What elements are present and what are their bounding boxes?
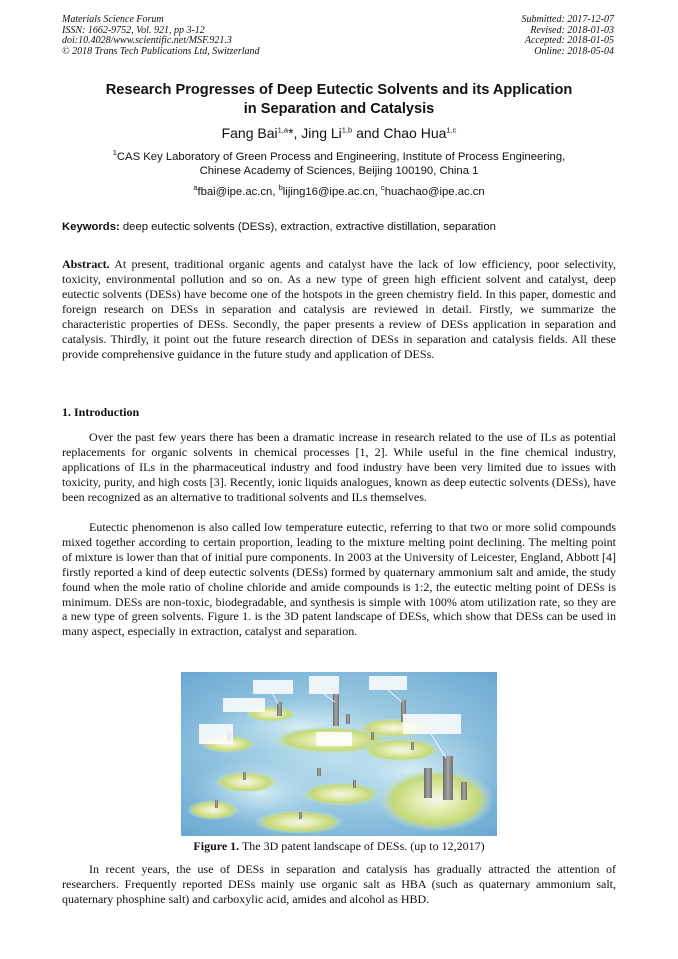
keywords-label: Keywords: <box>62 221 120 233</box>
author-affil-sup: 1,b <box>341 125 353 135</box>
cluster-label-box <box>316 732 352 746</box>
affiliation-sup: 1 <box>112 148 117 158</box>
email-link[interactable]: huachao@ipe.ac.cn <box>384 186 485 198</box>
patent-pillar <box>443 756 453 800</box>
author-list <box>62 125 616 141</box>
patent-pillar <box>411 742 414 750</box>
title-line-1: Research Progresses of Deep Eutectic Solvents and its Application <box>105 82 573 98</box>
author-and: and <box>352 125 384 141</box>
email-sup: c <box>380 183 385 193</box>
patent-pillar <box>371 732 374 740</box>
online-date: Online: 2018-05-04 <box>534 45 614 57</box>
patent-pillar <box>424 768 432 798</box>
island <box>187 800 239 820</box>
body-paragraph: Eutectic phenomenon is also called low temperature eutectic, referring to that two or more solid compounds mixed together according to certain proportion, leading to the mixture melting point declining. The melting point of mixture is lower than that of initial pure components. In 2003 at the University of Leicester, England, Abbott [4] firstly reported a kind of deep eutectic solvents (DESs) formed by quaternary ammonium salt and amide, the study found when the mole ratio of choline chloride and amide compounds is 1:2, the eutectic melting point of DESs is minimum. DESs are non-toxic, biodegradable, and synthesis is simple with 100% atom utilization rate, so they are a new type of green solvents. Figure 1. is the 3D patent landscape of DESs, which show that DESs can be used in many aspect, especially in extraction, catalyst and separation. <box>62 520 616 639</box>
patent-pillar <box>353 780 356 788</box>
abstract-label: Abstract. <box>62 257 110 271</box>
keywords <box>62 221 616 233</box>
island <box>301 782 381 806</box>
cluster-label-box <box>369 676 407 690</box>
author-emails <box>62 183 616 198</box>
revised-date: Revised: 2018-01-03 <box>530 24 614 36</box>
copyright-line: © 2018 Trans Tech Publications Ltd, Switzerland <box>62 45 260 57</box>
abstract-text: At present, traditional organic agents and catalyst have the lack of low efficiency, poor selectivity, toxicity, environmental pollution and so on. As a new type of green high efficient solvent and catalyst, deep eutectic solvents (DESs) have become one of the hotspots in the green chemistry field. In this paper, domestic and foreign research on DESs in separation and catalysis are reviewed in detail. Firstly, we summarize the characteristic properties of DESs. Secondly, the paper presents a review of DESs application in separation and catalysis. Thirdly, it point out the future research direction of DESs in separation and catalysis fields. All these provide comprehensive guidance in the future study and application of DESs. <box>62 257 616 361</box>
body-paragraph: Over the past few years there has been a dramatic increase in research related to the use of ILs as potential replacements for organic solvents in chemical processes [1, 2]. While useful in the fine chemical industry, applications of ILs in the pharmaceutical industry and food industry have been very limited due to issues with toxicity, purity, and high costs [3]. Recently, ionic liquids analogues, known as deep eutectic solvents (DESs), have been recognized as an alternative to traditional solvents and ILs themselves. <box>62 430 616 504</box>
abstract <box>62 257 616 362</box>
email-sup: b <box>278 183 283 193</box>
cluster-label-box <box>223 698 265 712</box>
publication-dates <box>522 15 615 57</box>
doi-line: doi:10.4028/www.scientific.net/MSF.921.3 <box>62 35 232 47</box>
email-sup: a <box>193 183 198 193</box>
accepted-date: Accepted: 2018-01-05 <box>524 35 614 47</box>
patent-pillar <box>461 782 467 800</box>
island <box>378 768 494 832</box>
title-line-2: in Separation and Catalysis <box>243 100 435 117</box>
patent-pillar <box>243 772 246 780</box>
patent-landscape-figure <box>181 672 497 836</box>
cluster-label-box <box>309 676 339 694</box>
corresponding-mark: *, <box>288 125 302 141</box>
journal-info <box>62 15 260 57</box>
patent-pillar <box>215 800 218 808</box>
patent-pillar <box>317 768 321 776</box>
cluster-label-box <box>253 680 293 694</box>
submitted-date: Submitted: 2017-12-07 <box>521 14 614 25</box>
author-affil-sup: 1,c <box>446 125 457 135</box>
section-heading: 1. Introduction <box>62 405 140 419</box>
email-link[interactable]: fbai@ipe.ac.cn, <box>197 186 279 198</box>
author-affil-sup: 1,a <box>277 125 289 135</box>
island <box>361 738 441 762</box>
affiliation-line-1: $^1$CAS Key Laboratory of Green Process and Engineering, Institute of Process Engineering, <box>112 148 566 163</box>
affiliation <box>62 150 616 178</box>
journal-name: Materials Science Forum <box>62 14 164 25</box>
author-name: Fang Bai <box>221 125 278 141</box>
author-name: Jing Li <box>301 125 342 141</box>
cluster-label-box <box>403 714 461 734</box>
patent-pillar <box>299 812 302 819</box>
issn-line: ISSN: 1662-9752, Vol. 921, pp 3-12 <box>62 24 205 36</box>
paper-title <box>62 81 616 118</box>
figure-caption-label: Figure 1. <box>193 839 240 853</box>
figure-caption <box>62 839 616 854</box>
keywords-text: deep eutectic solvents (DESs), extraction, extractive distillation, separation <box>119 221 496 233</box>
author-name: Chao Hua <box>383 125 447 141</box>
affiliation-line-2: Chinese Academy of Sciences, Beijing 100190, China 1 <box>199 165 479 177</box>
email-link[interactable]: lijing16@ipe.ac.cn, <box>282 186 381 198</box>
figure-caption-text: The 3D patent landscape of DESs. (up to 12,2017) <box>239 839 485 853</box>
body-paragraph: In recent years, the use of DESs in separation and catalysis has gradually attracted the attention of researchers. Frequently reported DESs mainly use organic salt as HBA (such as quaternary ammonium salt, quaternary phosphine salt) and carboxylic acid, amides and alcohol as HBD. <box>62 862 616 906</box>
patent-pillar <box>346 714 350 724</box>
